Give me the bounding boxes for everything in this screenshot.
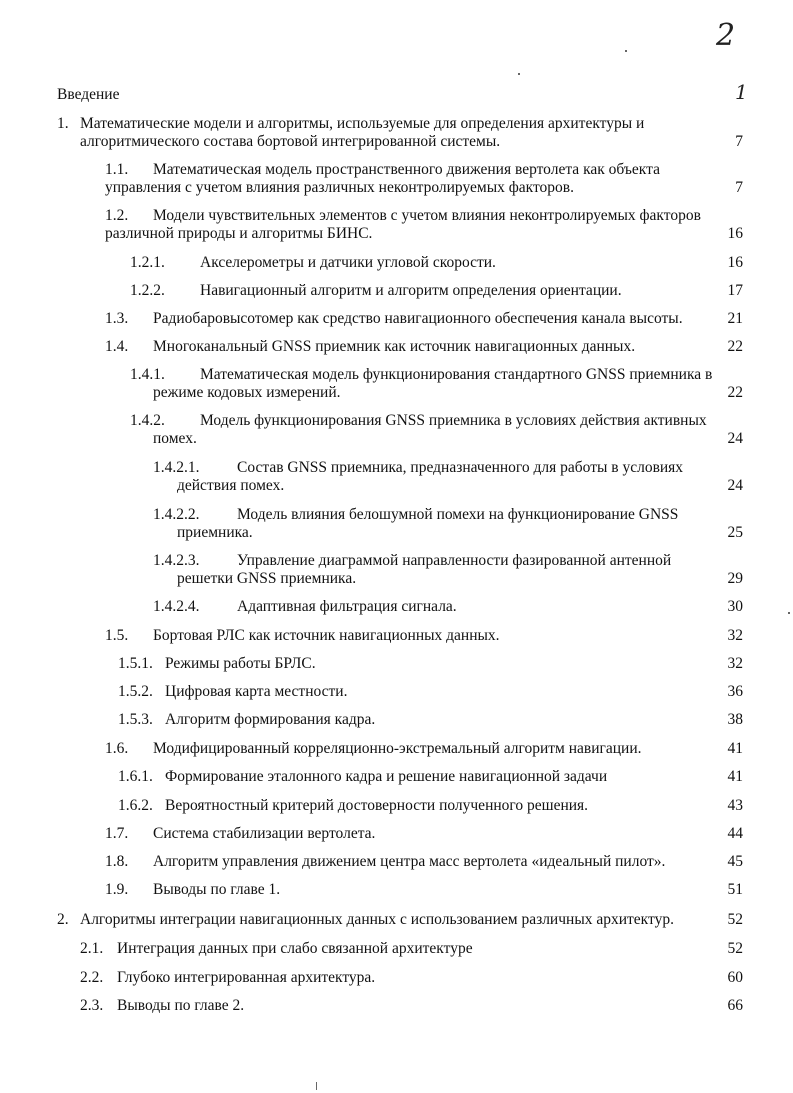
- toc-entry-title: Система стабилизации вертолета.: [153, 825, 376, 842]
- toc-entry-title: Цифровая карта местности.: [165, 683, 348, 700]
- toc-entry-page: 21: [727, 310, 743, 327]
- toc-entry-page: 32: [727, 627, 743, 644]
- toc-entry-title: приемника.: [177, 524, 253, 541]
- toc-entry-title: Навигационный алгоритм и алгоритм определения ориентации.: [200, 282, 622, 299]
- toc-entry-page: 24: [727, 430, 743, 447]
- toc-entry-title: Математические модели и алгоритмы, используемые для определения архитектуры и: [80, 115, 645, 132]
- toc-entry-number: 1.2.1.: [130, 254, 165, 271]
- scan-speck: [788, 612, 790, 614]
- toc-entry-title: решетки GNSS приемника.: [177, 570, 357, 587]
- toc-entry-page: 32: [727, 655, 743, 672]
- toc-entry-title: Модель функционирования GNSS приемника в условиях действия активных: [200, 412, 707, 429]
- toc-entry-number: 1.5.3.: [118, 711, 153, 728]
- toc-entry-number: 2.: [57, 911, 69, 928]
- toc-entry-title: Введение: [57, 86, 120, 103]
- toc-entry-title: различной природы и алгоритмы БИНС.: [105, 225, 373, 242]
- toc-entry-number: 1.5.1.: [118, 655, 153, 672]
- toc-entry-number: 1.6.1.: [118, 768, 153, 785]
- toc-entry-title: Выводы по главе 1.: [153, 881, 281, 898]
- toc-entry-number: 1.7.: [105, 825, 129, 842]
- toc-entry-title: действия помех.: [177, 477, 285, 494]
- toc-entry-number: 1.4.: [105, 338, 129, 355]
- toc-entry-page: 22: [727, 338, 743, 355]
- toc-entry-title: Математическая модель функционирования стандартного GNSS приемника в: [200, 366, 713, 383]
- toc-entry-title: Акселерометры и датчики угловой скорости.: [200, 254, 496, 271]
- toc-entry-number: 1.2.: [105, 207, 129, 224]
- toc-entry-page: 22: [727, 384, 743, 401]
- toc-entry-number: 1.4.2.2.: [153, 506, 200, 523]
- toc-entry-page: 7: [735, 133, 743, 150]
- toc-entry-number: 1.5.: [105, 627, 129, 644]
- toc-entry-title: Алгоритм формирования кадра.: [165, 711, 376, 728]
- toc-entry-number: 2.2.: [80, 969, 104, 986]
- toc-entry-page: 45: [727, 853, 743, 870]
- toc-entry-number: 1.4.2.4.: [153, 598, 200, 615]
- toc-entry-page: 41: [727, 740, 743, 757]
- toc-entry-title: помех.: [153, 430, 197, 447]
- toc-entry-title: Формирование эталонного кадра и решение навигационной задачи: [165, 768, 608, 785]
- toc-entry-number: 2.3.: [80, 997, 104, 1014]
- toc-entry-page: 41: [727, 768, 743, 785]
- toc-entry-number: 1.3.: [105, 310, 129, 327]
- toc-entry-title: Состав GNSS приемника, предназначенного для работы в условиях: [237, 459, 684, 476]
- toc-entry-title: Интеграция данных при слабо связанной архитектуре: [117, 940, 473, 957]
- scan-speck: [316, 1082, 317, 1090]
- toc-entry-page: 30: [727, 598, 743, 615]
- toc-entry-title: Глубоко интегрированная архитектура.: [117, 969, 376, 986]
- toc-entry-title: Выводы по главе 2.: [117, 997, 245, 1014]
- toc-entry-page: 24: [727, 477, 743, 494]
- toc-entry-title: Модель влияния белошумной помехи на функционирование GNSS: [237, 506, 679, 523]
- toc-entry-page: 66: [727, 997, 743, 1014]
- toc-entry-page: 25: [727, 524, 743, 541]
- toc-entry-title: Вероятностный критерий достоверности полученного решения.: [165, 797, 589, 814]
- toc-entry-title: Алгоритмы интеграции навигационных данных с использованием различных архитектур.: [80, 911, 674, 928]
- toc-entry-title: Управление диаграммой направленности фазированной антенной: [237, 552, 672, 569]
- toc-entry-number: 1.8.: [105, 853, 129, 870]
- toc-entry-number: 1.4.1.: [130, 366, 165, 383]
- toc-entry-page: 1: [735, 80, 748, 104]
- toc-entry-number: 1.6.: [105, 740, 129, 757]
- toc-entry-number: 1.4.2.: [130, 412, 165, 429]
- toc-entry-number: 1.2.2.: [130, 282, 165, 299]
- toc-entry-page: 52: [727, 940, 743, 957]
- toc-entry-number: 1.: [57, 115, 69, 132]
- toc-entry-title: Многоканальный GNSS приемник как источник навигационных данных.: [153, 338, 636, 355]
- toc-entry-page: 16: [727, 225, 743, 242]
- toc-entry-title: управления с учетом влияния различных неконтролируемых факторов.: [105, 179, 574, 196]
- scan-speck: [518, 73, 520, 75]
- toc-entry-page: 43: [727, 797, 743, 814]
- toc-entry-page: 29: [727, 570, 743, 587]
- toc-entry-title: Режимы работы БРЛС.: [165, 655, 316, 672]
- toc-entry-title: Модифицированный корреляционно-экстремальный алгоритм навигации.: [153, 740, 642, 757]
- toc-entry-title: Адаптивная фильтрация сигнала.: [237, 598, 457, 615]
- toc-entry-title: алгоритмического состава бортовой интегрированной системы.: [80, 133, 501, 150]
- toc-entry-title: Бортовая РЛС как источник навигационных данных.: [153, 627, 500, 644]
- toc-entry-number: 2.1.: [80, 940, 104, 957]
- toc-entry-page: 44: [727, 825, 743, 842]
- toc-entry-number: 1.5.2.: [118, 683, 153, 700]
- toc-entry-title: Алгоритм управления движением центра масс вертолета «идеальный пилот».: [153, 853, 666, 870]
- toc-entry-number: 1.1.: [105, 161, 129, 178]
- toc-entry-page: 51: [727, 881, 743, 898]
- toc-entry-number: 1.4.2.3.: [153, 552, 200, 569]
- toc-entry-page: 7: [735, 179, 743, 196]
- toc-entry-number: 1.4.2.1.: [153, 459, 200, 476]
- toc-entry-title: Радиобаровысотомер как средство навигационного обеспечения канала высоты.: [153, 310, 683, 327]
- handwritten-page-number: 2: [716, 18, 736, 53]
- toc-entry-page: 16: [727, 254, 743, 271]
- toc-entry-title: режиме кодовых измерений.: [153, 384, 341, 401]
- scan-speck: [625, 50, 627, 52]
- toc-entry-number: 1.9.: [105, 881, 129, 898]
- toc-entry-number: 1.6.2.: [118, 797, 153, 814]
- toc-entry-page: 17: [727, 282, 743, 299]
- toc-entry-page: 60: [727, 969, 743, 986]
- toc-entry-page: 52: [727, 911, 743, 928]
- toc-entry-page: 38: [727, 711, 743, 728]
- toc-entry-title: Модели чувствительных элементов с учетом влияния неконтролируемых факторов: [153, 207, 701, 224]
- toc-entry-title: Математическая модель пространственного движения вертолета как объекта: [153, 161, 660, 178]
- toc-entry-page: 36: [727, 683, 743, 700]
